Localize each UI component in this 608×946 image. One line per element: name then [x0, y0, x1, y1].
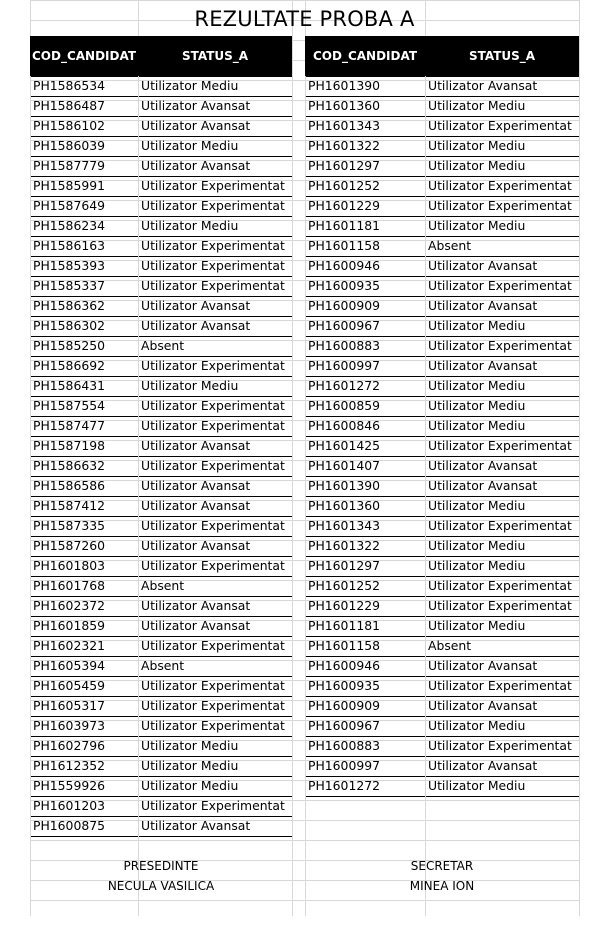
candidate-code-cell[interactable]: PH1600967	[308, 718, 380, 733]
status-cell[interactable]: Absent	[141, 338, 185, 353]
status-cell[interactable]: Utilizator Avansat	[428, 458, 538, 473]
status-cell[interactable]: Utilizator Experimentat	[141, 518, 285, 533]
candidate-code-cell[interactable]: PH1601390	[308, 78, 380, 93]
gridline-vertical	[579, 0, 580, 916]
status-cell[interactable]: Utilizator Experimentat	[141, 278, 285, 293]
candidate-code-cell[interactable]: PH1585337	[33, 278, 105, 293]
candidate-code-cell[interactable]: PH1601252	[308, 178, 380, 193]
candidate-code-cell[interactable]: PH1587260	[33, 538, 105, 553]
status-cell[interactable]: Utilizator Experimentat	[428, 118, 572, 133]
candidate-code-cell[interactable]: PH1601322	[308, 538, 380, 553]
left-header-code: COD_CANDIDAT	[30, 36, 138, 76]
status-cell[interactable]: Utilizator Mediu	[428, 538, 526, 553]
status-cell[interactable]: Absent	[141, 658, 185, 673]
candidate-code-cell[interactable]: PH1600859	[308, 398, 380, 413]
candidate-code-cell[interactable]: PH1600946	[308, 658, 380, 673]
footer-right-name: MINEA ION	[409, 879, 475, 893]
status-cell[interactable]: Utilizator Experimentat	[141, 798, 285, 813]
candidate-code-cell[interactable]: PH1605317	[33, 698, 105, 713]
status-cell[interactable]: Utilizator Avansat	[141, 98, 251, 113]
status-cell[interactable]: Utilizator Avansat	[141, 478, 251, 493]
candidate-code-cell[interactable]: PH1587412	[33, 498, 105, 513]
status-cell[interactable]: Utilizator Avansat	[141, 618, 251, 633]
status-cell[interactable]: Utilizator Avansat	[428, 78, 538, 93]
status-cell[interactable]: Utilizator Experimentat	[428, 598, 572, 613]
candidate-code-cell[interactable]: PH1601181	[308, 218, 380, 233]
candidate-code-cell[interactable]: PH1601322	[308, 138, 380, 153]
status-cell[interactable]: Utilizator Avansat	[428, 478, 538, 493]
candidate-code-cell[interactable]: PH1586362	[33, 298, 105, 313]
candidate-code-cell[interactable]: PH1601343	[308, 518, 380, 533]
status-cell[interactable]: Utilizator Mediu	[428, 378, 526, 393]
candidate-code-cell[interactable]: PH1600909	[308, 698, 380, 713]
candidate-code-cell[interactable]: PH1587335	[33, 518, 105, 533]
status-cell[interactable]: Utilizator Avansat	[141, 318, 251, 333]
cell-border-horizontal	[30, 836, 293, 837]
status-cell[interactable]: Utilizator Avansat	[428, 658, 538, 673]
status-cell[interactable]: Utilizator Avansat	[428, 258, 538, 273]
status-cell[interactable]: Utilizator Experimentat	[141, 418, 285, 433]
status-cell[interactable]: Utilizator Avansat	[141, 598, 251, 613]
status-cell[interactable]: Utilizator Avansat	[428, 358, 538, 373]
candidate-code-cell[interactable]: PH1612352	[33, 758, 105, 773]
status-cell[interactable]: Utilizator Experimentat	[141, 398, 285, 413]
candidate-code-cell[interactable]: PH1586163	[33, 238, 105, 253]
candidate-code-cell[interactable]: PH1587649	[33, 198, 105, 213]
status-cell[interactable]: Utilizator Mediu	[428, 718, 526, 733]
status-cell[interactable]: Utilizator Mediu	[141, 218, 239, 233]
status-cell[interactable]: Utilizator Mediu	[428, 778, 526, 793]
status-cell[interactable]: Absent	[428, 638, 472, 653]
candidate-code-cell[interactable]: PH1586534	[33, 78, 105, 93]
candidate-code-cell[interactable]: PH1601768	[33, 578, 105, 593]
candidate-code-cell[interactable]: PH1601297	[308, 558, 380, 573]
candidate-code-cell[interactable]: PH1586632	[33, 458, 105, 473]
status-cell[interactable]: Absent	[428, 238, 472, 253]
status-cell[interactable]: Utilizator Experimentat	[141, 698, 285, 713]
candidate-code-cell[interactable]: PH1601390	[308, 478, 380, 493]
status-cell[interactable]: Utilizator Experimentat	[141, 678, 285, 693]
status-cell[interactable]: Utilizator Avansat	[428, 698, 538, 713]
candidate-code-cell[interactable]: PH1601203	[33, 798, 105, 813]
page-title: REZULTATE PROBA A	[194, 7, 415, 31]
candidate-code-cell[interactable]: PH1587779	[33, 158, 105, 173]
candidate-code-cell[interactable]: PH1600909	[308, 298, 380, 313]
status-cell[interactable]: Utilizator Mediu	[428, 98, 526, 113]
candidate-code-cell[interactable]: PH1559926	[33, 778, 105, 793]
status-cell[interactable]: Utilizator Experimentat	[428, 518, 572, 533]
status-cell[interactable]: Utilizator Mediu	[141, 738, 239, 753]
status-cell[interactable]: Utilizator Avansat	[141, 818, 251, 833]
candidate-code-cell[interactable]: PH1586487	[33, 98, 105, 113]
candidate-code-cell[interactable]: PH1600883	[308, 738, 380, 753]
candidate-code-cell[interactable]: PH1601407	[308, 458, 380, 473]
status-cell[interactable]: Utilizator Avansat	[141, 298, 251, 313]
candidate-code-cell[interactable]: PH1601859	[33, 618, 105, 633]
candidate-code-cell[interactable]: PH1587554	[33, 398, 105, 413]
candidate-code-cell[interactable]: PH1585991	[33, 178, 105, 193]
candidate-code-cell[interactable]: PH1586431	[33, 378, 105, 393]
status-cell[interactable]: Utilizator Mediu	[141, 758, 239, 773]
status-cell[interactable]: Utilizator Mediu	[141, 78, 239, 93]
candidate-code-cell[interactable]: PH1602321	[33, 638, 105, 653]
right-header-code: COD_CANDIDAT	[305, 36, 425, 76]
status-cell[interactable]: Utilizator Experimentat	[141, 238, 285, 253]
status-cell[interactable]: Utilizator Mediu	[428, 498, 526, 513]
status-cell[interactable]: Utilizator Mediu	[428, 618, 526, 633]
status-cell[interactable]: Utilizator Mediu	[428, 558, 526, 573]
status-cell[interactable]: Utilizator Experimentat	[141, 558, 285, 573]
status-cell[interactable]: Utilizator Experimentat	[428, 738, 572, 753]
candidate-code-cell[interactable]: PH1586692	[33, 358, 105, 373]
candidate-code-cell[interactable]: PH1601272	[308, 378, 380, 393]
footer-right-role: SECRETAR	[410, 859, 474, 873]
candidate-code-cell[interactable]: PH1605394	[33, 658, 105, 673]
status-cell[interactable]: Utilizator Mediu	[428, 418, 526, 433]
candidate-code-cell[interactable]: PH1600935	[308, 678, 380, 693]
candidate-code-cell[interactable]: PH1600883	[308, 338, 380, 353]
status-cell[interactable]: Utilizator Experimentat	[141, 198, 285, 213]
status-cell[interactable]: Utilizator Experimentat	[141, 638, 285, 653]
candidate-code-cell[interactable]: PH1601272	[308, 778, 380, 793]
status-cell[interactable]: Utilizator Avansat	[141, 438, 251, 453]
status-cell[interactable]: Utilizator Mediu	[428, 318, 526, 333]
candidate-code-cell[interactable]: PH1586039	[33, 138, 105, 153]
candidate-code-cell[interactable]: PH1603973	[33, 718, 105, 733]
status-cell[interactable]: Utilizator Mediu	[141, 378, 239, 393]
footer-left-role: PRESEDINTE	[123, 859, 199, 873]
candidate-code-cell[interactable]: PH1605459	[33, 678, 105, 693]
candidate-code-cell[interactable]: PH1586102	[33, 118, 105, 133]
status-cell[interactable]: Utilizator Mediu	[428, 158, 526, 173]
footer-left-name: NECULA VASILICA	[107, 879, 215, 893]
candidate-code-cell[interactable]: PH1600967	[308, 318, 380, 333]
candidate-code-cell[interactable]: PH1602796	[33, 738, 105, 753]
cell-border-horizontal	[305, 796, 580, 797]
status-cell[interactable]: Utilizator Avansat	[141, 538, 251, 553]
candidate-code-cell[interactable]: PH1601425	[308, 438, 380, 453]
status-cell[interactable]: Utilizator Experimentat	[141, 718, 285, 733]
candidate-code-cell[interactable]: PH1601158	[308, 238, 380, 253]
candidate-code-cell[interactable]: PH1587198	[33, 438, 105, 453]
candidate-code-cell[interactable]: PH1601297	[308, 158, 380, 173]
candidate-code-cell[interactable]: PH1601360	[308, 98, 380, 113]
candidate-code-cell[interactable]: PH1601360	[308, 498, 380, 513]
candidate-code-cell[interactable]: PH1586234	[33, 218, 105, 233]
status-cell[interactable]: Utilizator Avansat	[141, 158, 251, 173]
status-cell[interactable]: Utilizator Experimentat	[141, 258, 285, 273]
status-cell[interactable]: Utilizator Avansat	[141, 498, 251, 513]
status-cell[interactable]: Utilizator Experimentat	[141, 178, 285, 193]
candidate-code-cell[interactable]: PH1600846	[308, 418, 380, 433]
status-cell[interactable]: Absent	[141, 578, 185, 593]
candidate-code-cell[interactable]: PH1600997	[308, 758, 380, 773]
status-cell[interactable]: Utilizator Experimentat	[428, 438, 572, 453]
candidate-code-cell[interactable]: PH1586302	[33, 318, 105, 333]
candidate-code-cell[interactable]: PH1601181	[308, 618, 380, 633]
candidate-code-cell[interactable]: PH1601229	[308, 198, 380, 213]
status-cell[interactable]: Utilizator Mediu	[141, 778, 239, 793]
status-cell[interactable]: Utilizator Mediu	[428, 398, 526, 413]
status-cell[interactable]: Utilizator Avansat	[141, 118, 251, 133]
status-cell[interactable]: Utilizator Experimentat	[428, 678, 572, 693]
candidate-code-cell[interactable]: PH1602372	[33, 598, 105, 613]
right-header-status: STATUS_A	[425, 36, 579, 76]
status-cell[interactable]: Utilizator Mediu	[428, 138, 526, 153]
status-cell[interactable]: Utilizator Experimentat	[141, 358, 285, 373]
status-cell[interactable]: Utilizator Avansat	[428, 298, 538, 313]
candidate-code-cell[interactable]: PH1600997	[308, 358, 380, 373]
candidate-code-cell[interactable]: PH1601229	[308, 598, 380, 613]
gridline-vertical	[292, 0, 293, 916]
candidate-code-cell[interactable]: PH1601803	[33, 558, 105, 573]
status-cell[interactable]: Utilizator Avansat	[428, 758, 538, 773]
candidate-code-cell[interactable]: PH1601252	[308, 578, 380, 593]
status-cell[interactable]: Utilizator Experimentat	[428, 338, 572, 353]
candidate-code-cell[interactable]: PH1600935	[308, 278, 380, 293]
candidate-code-cell[interactable]: PH1585393	[33, 258, 105, 273]
candidate-code-cell[interactable]: PH1587477	[33, 418, 105, 433]
status-cell[interactable]: Utilizator Mediu	[428, 218, 526, 233]
status-cell[interactable]: Utilizator Experimentat	[428, 198, 572, 213]
candidate-code-cell[interactable]: PH1586586	[33, 478, 105, 493]
candidate-code-cell[interactable]: PH1601343	[308, 118, 380, 133]
status-cell[interactable]: Utilizator Mediu	[141, 138, 239, 153]
candidate-code-cell[interactable]: PH1585250	[33, 338, 105, 353]
status-cell[interactable]: Utilizator Experimentat	[428, 178, 572, 193]
status-cell[interactable]: Utilizator Experimentat	[141, 458, 285, 473]
status-cell[interactable]: Utilizator Experimentat	[428, 278, 572, 293]
candidate-code-cell[interactable]: PH1601158	[308, 638, 380, 653]
status-cell[interactable]: Utilizator Experimentat	[428, 578, 572, 593]
left-header-status: STATUS_A	[138, 36, 292, 76]
candidate-code-cell[interactable]: PH1600946	[308, 258, 380, 273]
candidate-code-cell[interactable]: PH1600875	[33, 818, 105, 833]
